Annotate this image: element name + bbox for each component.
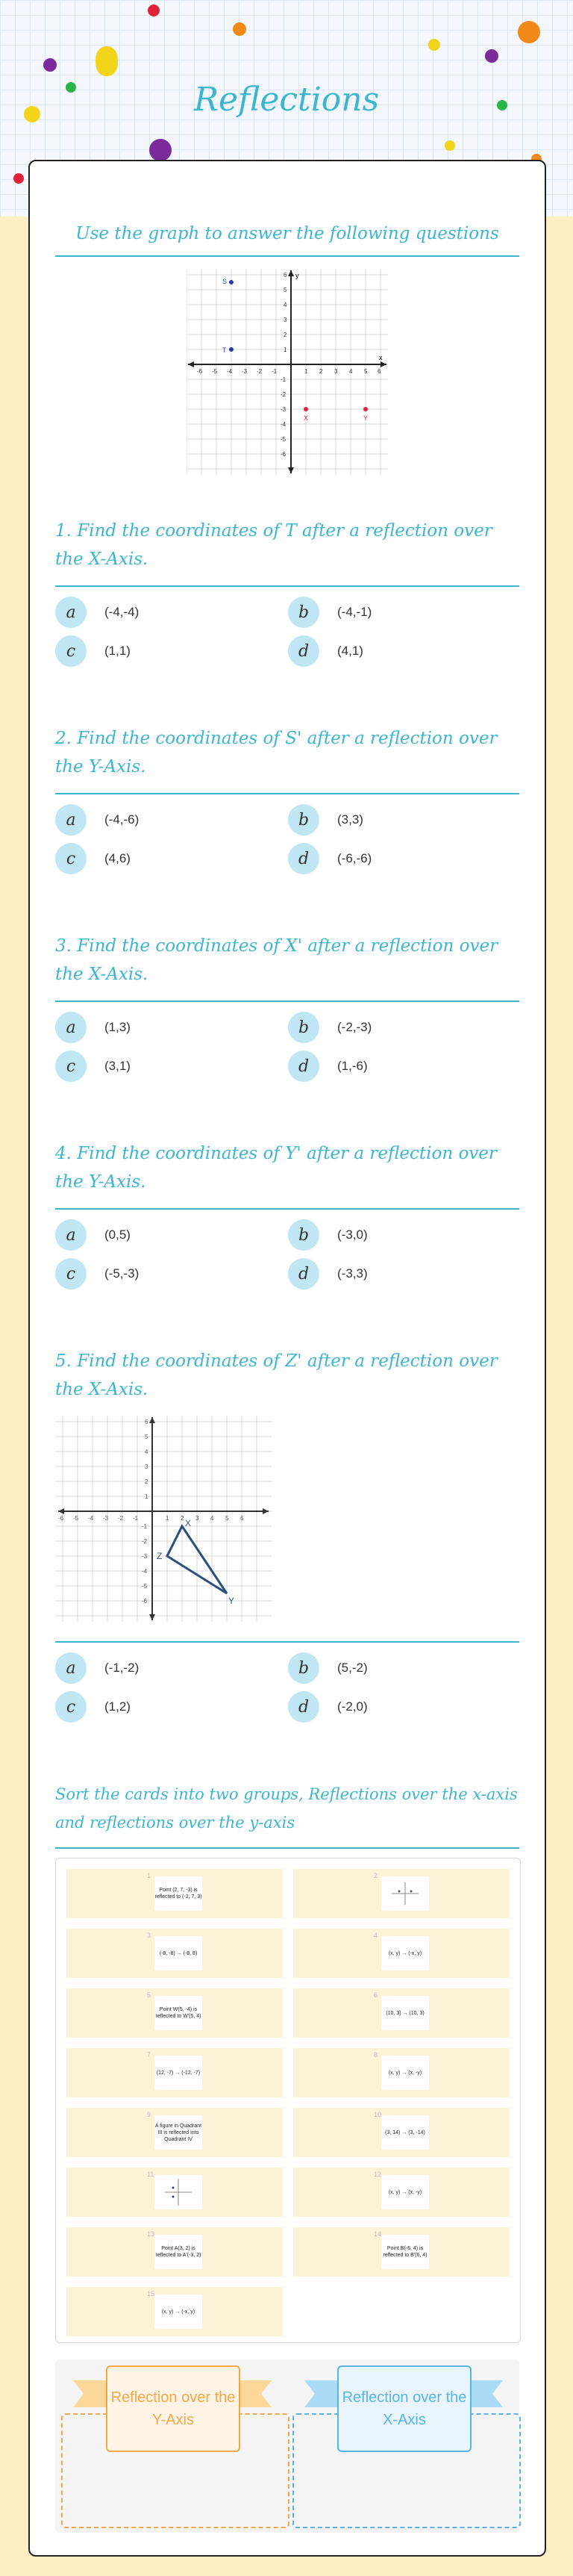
option-letter-badge: d (288, 1691, 319, 1723)
divider (55, 1001, 519, 1002)
page-title: Reflections (193, 81, 380, 119)
sort-card[interactable] (66, 2168, 283, 2217)
q1-option-c[interactable] (55, 635, 131, 668)
y-tick-label: -1 (281, 376, 286, 383)
y-axis-arrow (288, 270, 294, 276)
option-text: (-5,-3) (104, 1266, 140, 1281)
option-letter-badge: a (55, 804, 87, 836)
option-letter-badge: d (288, 1051, 319, 1082)
y-tick-label: -4 (142, 1568, 148, 1575)
x-axis-arrow (381, 361, 386, 367)
question-5-prompt: 5. Find the coordinates of Z' after a reflection over the X-Axis. (55, 1351, 498, 1399)
paint-blot-decoration (485, 49, 498, 63)
q2-option-d[interactable] (288, 842, 372, 875)
q4-option-c[interactable] (55, 1257, 139, 1290)
q3-option-c[interactable] (55, 1050, 131, 1083)
sort-card[interactable] (293, 2227, 510, 2277)
q5-option-a[interactable] (55, 1652, 139, 1684)
x-tick-label: 5 (364, 368, 368, 375)
q1-option-a[interactable] (55, 596, 139, 629)
option-text: (-2,0) (337, 1699, 368, 1714)
divider (55, 1641, 519, 1643)
x-tick-label: 1 (166, 1515, 169, 1522)
x-tick-label: -4 (227, 368, 233, 375)
y-tick-label: 1 (145, 1493, 148, 1500)
paint-blot-decoration (149, 139, 172, 161)
y-tick-label: 5 (145, 1434, 148, 1440)
card-number: 15 (147, 2290, 155, 2297)
divider (55, 1847, 519, 1849)
card-content: (x, y) → (x, -y) (381, 2056, 429, 2090)
x-tick-label: -1 (272, 368, 278, 375)
y-axis-arrow (149, 1417, 155, 1423)
option-letter-badge: c (55, 843, 87, 874)
card-content: Point A(3, 2) is reflected to A'(-3, 2) (154, 2235, 202, 2269)
card-number: 12 (374, 2171, 382, 2178)
option-letter-badge: c (55, 1051, 87, 1082)
card-content: Point W(5, -4) is reflected to W'(5, 4) (154, 1996, 202, 2030)
y-axis-label: y (295, 272, 299, 279)
y-axis-arrow (149, 1614, 155, 1620)
point-y-label: Y (228, 1596, 235, 1606)
point-s (229, 280, 234, 284)
point-x-label: X (304, 414, 309, 422)
x-tick-label: -2 (118, 1515, 124, 1522)
q4-option-b[interactable] (288, 1219, 368, 1251)
x-tick-label: -6 (58, 1515, 64, 1522)
sort-card[interactable] (293, 2048, 510, 2097)
card-number: 6 (374, 1991, 378, 1999)
card-graph-thumbnail (154, 2175, 202, 2209)
sort-card-pool (55, 1858, 521, 2343)
option-text: (1,-6) (337, 1059, 368, 1073)
y-tick-label: 3 (284, 317, 287, 323)
q5-option-b[interactable] (288, 1652, 368, 1684)
q3-option-a[interactable] (55, 1011, 131, 1044)
card-content: (x, y) → (x, -y) (381, 2175, 429, 2209)
option-text: (-3,3) (337, 1266, 368, 1281)
mini-graph-icon (390, 1881, 420, 1906)
worksheet-card (28, 160, 546, 2557)
group-label-y-axis: Reflection over the Y-Axis (106, 2365, 240, 2452)
y-tick-label: 6 (284, 272, 287, 279)
card-number: 5 (147, 1991, 151, 1999)
card-content: (3, 14) → (3, -14) (381, 2115, 429, 2150)
option-letter-badge: b (288, 1652, 319, 1684)
point-y (363, 407, 368, 411)
q1-option-b[interactable] (288, 596, 372, 629)
q4-option-a[interactable] (55, 1219, 131, 1251)
x-tick-label: 5 (225, 1515, 229, 1522)
q1-option-d[interactable] (288, 635, 363, 668)
y-tick-label: -2 (281, 391, 286, 398)
question-1-prompt: 1. Find the coordinates of T after a reflection over the X-Axis. (55, 521, 492, 569)
option-letter-badge: a (55, 1219, 87, 1251)
q5-option-c[interactable] (55, 1690, 131, 1723)
y-axis-arrow (288, 467, 294, 473)
x-tick-label: -6 (197, 368, 203, 375)
point-t (229, 347, 234, 352)
option-letter-badge: d (288, 1258, 319, 1289)
q2-option-c[interactable] (55, 842, 131, 875)
point-x (304, 407, 308, 411)
divider (55, 585, 519, 587)
x-axis-arrow (263, 1508, 269, 1514)
card-content: (10, 3) → (10, 3) (381, 1996, 429, 2030)
paint-blot-decoration (428, 39, 440, 51)
y-tick-label: -2 (142, 1538, 148, 1545)
coordinate-graph-1 (187, 269, 388, 475)
ribbon-tail-icon (73, 2377, 106, 2410)
option-letter-badge: a (55, 1012, 87, 1043)
card-number: 2 (374, 1872, 378, 1879)
option-letter-badge: b (288, 804, 319, 836)
y-tick-label: -4 (281, 421, 286, 428)
option-letter-badge: b (288, 597, 319, 628)
y-tick-label: -3 (142, 1553, 148, 1560)
sort-card[interactable] (293, 1869, 510, 1918)
mini-graph-icon (163, 2177, 193, 2207)
x-tick-label: 2 (181, 1515, 184, 1522)
option-letter-badge: c (55, 635, 87, 667)
point-t-label: T (222, 346, 227, 354)
q5-option-d[interactable] (288, 1690, 368, 1723)
option-text: (4,1) (337, 644, 363, 658)
paint-blot-decoration (96, 46, 118, 76)
card-number: 9 (147, 2111, 151, 2118)
option-text: (-6,-6) (337, 851, 372, 865)
ribbon-tail-icon (239, 2377, 272, 2410)
q2-option-b[interactable] (288, 803, 363, 836)
option-text: (5,-2) (337, 1661, 368, 1675)
option-text: (-4,-6) (104, 812, 140, 827)
x-axis-arrow (58, 1508, 64, 1514)
x-tick-label: -3 (242, 368, 248, 375)
q3-option-b[interactable] (288, 1011, 372, 1044)
option-text: (3,1) (104, 1059, 131, 1073)
point-y-label: Y (363, 414, 369, 422)
y-tick-label: 4 (145, 1449, 148, 1455)
sort-card[interactable] (66, 1869, 283, 1918)
sort-card[interactable] (66, 2048, 283, 2097)
y-tick-label: 2 (284, 332, 287, 338)
x-axis-arrow (188, 361, 194, 367)
question-3-prompt: 3. Find the coordinates of X' after a reflection over the X-Axis. (55, 936, 498, 984)
option-text: (-4,-4) (104, 605, 140, 619)
card-content: Point B(-6, 4) is reflected to B'(6, 4) (381, 2235, 429, 2269)
y-tick-label: 6 (145, 1419, 148, 1425)
sort-card[interactable] (293, 1929, 510, 1978)
point-x-label: X (185, 1518, 192, 1528)
sort-card[interactable] (66, 2287, 283, 2336)
ribbon-tail-icon (304, 2377, 337, 2410)
option-letter-badge: d (288, 635, 319, 667)
q4-option-d[interactable] (288, 1257, 368, 1290)
option-letter-badge: a (55, 597, 87, 628)
sort-prompt: Sort the cards into two groups, Reflections over the x-axis and reflections over the y-axis (55, 1785, 518, 1832)
x-tick-label: 1 (304, 368, 308, 375)
y-tick-label: 4 (284, 302, 287, 308)
paint-blot-decoration (13, 173, 24, 184)
q3-option-d[interactable] (288, 1050, 368, 1083)
x-tick-label: -5 (212, 368, 218, 375)
option-text: (0,5) (104, 1228, 131, 1242)
x-axis-label: x (379, 354, 383, 361)
option-text: (-2,-3) (337, 1020, 372, 1034)
y-tick-label: -6 (281, 451, 286, 458)
x-tick-label: 4 (349, 368, 353, 375)
y-tick-label: -5 (142, 1583, 148, 1590)
y-tick-label: 2 (145, 1478, 148, 1485)
option-letter-badge: b (288, 1012, 319, 1043)
x-tick-label: 3 (334, 368, 338, 375)
intro-prompt: Use the graph to answer the following questions (75, 224, 499, 243)
card-content: (x, y) → (-x, y) (381, 1936, 429, 1970)
x-tick-label: 2 (319, 368, 323, 375)
option-text: (1,1) (104, 644, 131, 658)
y-tick-label: 3 (145, 1463, 148, 1470)
option-text: (3,3) (337, 812, 363, 827)
x-tick-label: -3 (103, 1515, 109, 1522)
card-number: 8 (374, 2051, 378, 2059)
card-number: 3 (147, 1932, 151, 1939)
point-z-label: Z (157, 1551, 163, 1561)
sort-card[interactable] (293, 1988, 510, 2038)
option-text: (1,2) (104, 1699, 131, 1714)
point-s-label: S (222, 278, 228, 285)
option-text: (-1,-2) (104, 1661, 140, 1675)
card-content: (12, -7) → (-12, -7) (154, 2056, 202, 2090)
x-tick-label: -2 (257, 368, 263, 375)
x-tick-label: 3 (195, 1515, 199, 1522)
card-number: 1 (147, 1872, 151, 1879)
y-tick-label: 5 (284, 287, 287, 293)
x-tick-label: -4 (88, 1515, 94, 1522)
y-tick-label: -6 (142, 1598, 148, 1605)
sort-card[interactable] (66, 2227, 283, 2277)
paint-blot-decoration (445, 140, 455, 151)
card-number: 10 (374, 2111, 382, 2118)
y-tick-label: -1 (142, 1523, 148, 1530)
y-tick-label: -3 (281, 406, 286, 413)
option-letter-badge: c (55, 1691, 87, 1723)
divider (55, 255, 519, 257)
sort-card[interactable] (66, 2108, 283, 2157)
sort-card[interactable] (66, 1929, 283, 1978)
divider (55, 793, 519, 794)
card-graph-thumbnail (381, 1876, 429, 1911)
question-2-prompt: 2. Find the coordinates of S' after a reflection over the Y-Axis. (55, 729, 498, 777)
sort-groups-area (55, 2359, 519, 2533)
y-tick-label: -5 (281, 436, 286, 443)
option-letter-badge: a (55, 1652, 87, 1684)
card-content: (-8, -8) → (-8, 8) (154, 1936, 202, 1970)
paint-blot-decoration (518, 21, 540, 43)
option-letter-badge: c (55, 1258, 87, 1289)
card-number: 13 (147, 2230, 155, 2238)
card-content: (x, y) → (-x, y) (154, 2295, 202, 2329)
card-number: 11 (147, 2171, 154, 2178)
paint-blot-decoration (43, 58, 57, 72)
card-number: 14 (374, 2230, 382, 2238)
ribbon-tail-icon (470, 2377, 503, 2410)
paint-blot-decoration (148, 4, 160, 16)
option-text: (1,3) (104, 1020, 131, 1034)
sort-card[interactable] (293, 2168, 510, 2217)
card-number: 4 (374, 1932, 378, 1939)
option-letter-badge: d (288, 843, 319, 874)
x-tick-label: 6 (378, 368, 381, 375)
sort-card[interactable] (66, 1988, 283, 2038)
divider (55, 1208, 519, 1210)
option-text: (-4,-1) (337, 605, 372, 619)
sort-card[interactable] (293, 2108, 510, 2157)
x-tick-label: -1 (133, 1515, 139, 1522)
question-4-prompt: 4. Find the coordinates of Y' after a reflection over the Y-Axis. (55, 1144, 497, 1192)
option-text: (4,6) (104, 851, 131, 865)
x-tick-label: 6 (240, 1515, 244, 1522)
y-tick-label: 1 (284, 346, 287, 353)
card-number: 7 (147, 2051, 151, 2059)
option-text: (-3,0) (337, 1228, 368, 1242)
group-label-x-axis: Reflection over the X-Axis (337, 2365, 472, 2452)
coordinate-graph-2 (55, 1416, 272, 1622)
card-content: A figure in Quadrant III is reflected into Quadrant IV (154, 2115, 202, 2150)
option-letter-badge: b (288, 1219, 319, 1251)
x-tick-label: 4 (210, 1515, 214, 1522)
x-tick-label: -5 (73, 1515, 79, 1522)
card-content: Point (2, 7, -3) is reflected to (-2, 7, 3) (154, 1876, 202, 1911)
paint-blot-decoration (233, 22, 246, 36)
q2-option-a[interactable] (55, 803, 139, 836)
